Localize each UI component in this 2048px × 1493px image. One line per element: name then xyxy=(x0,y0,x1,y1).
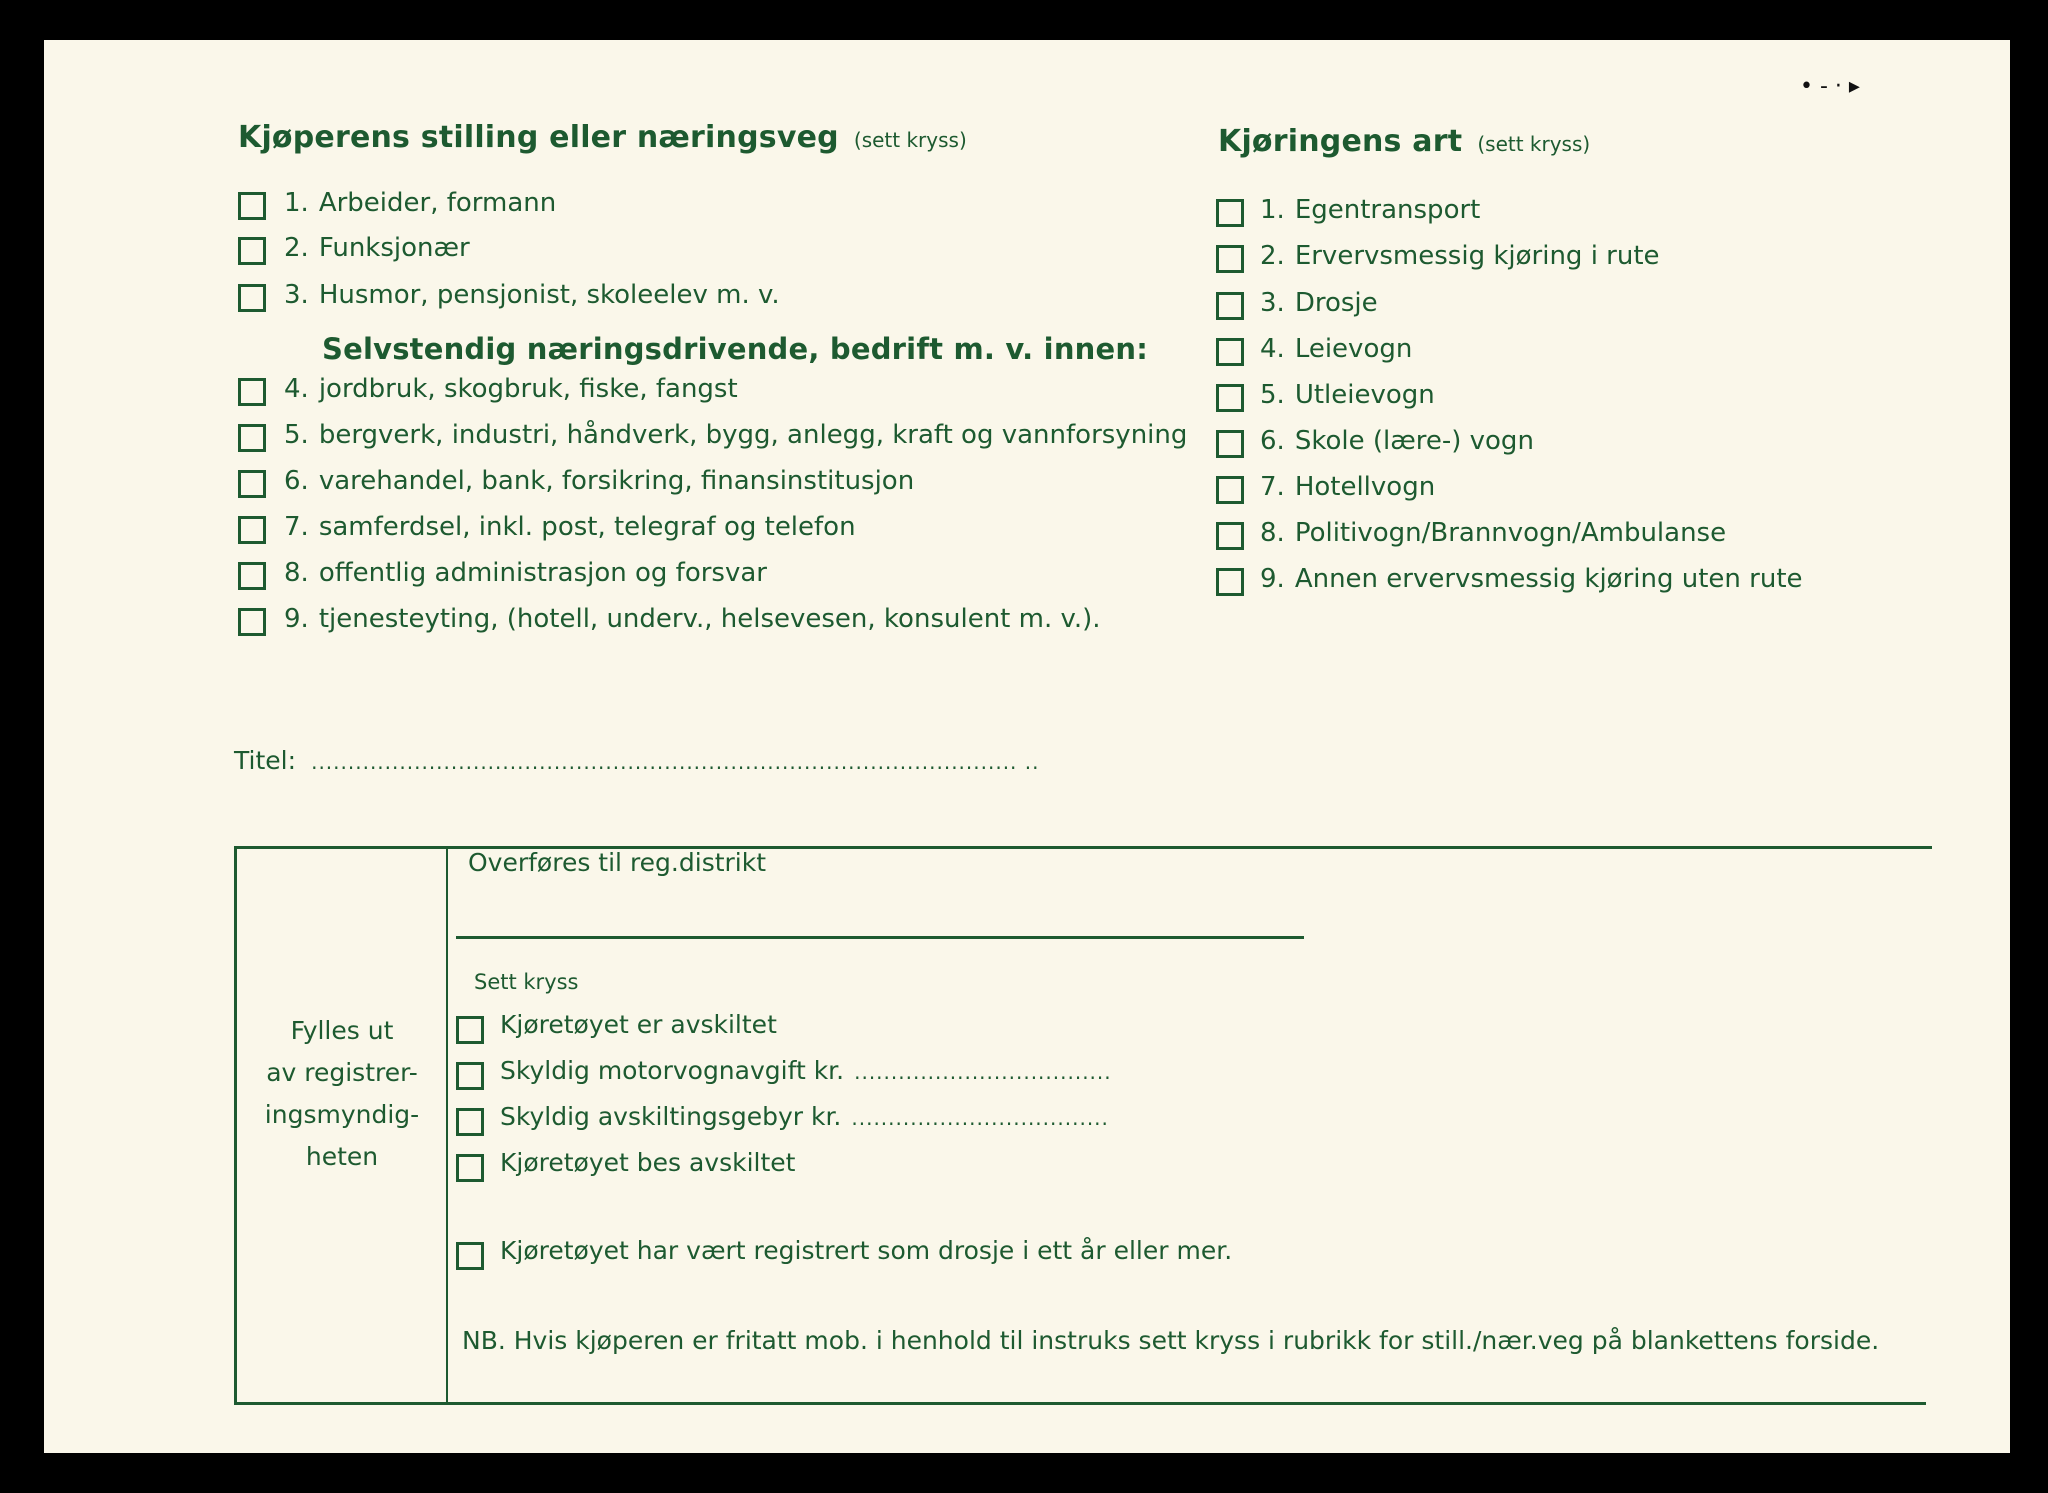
occupation-checkbox-9[interactable] xyxy=(238,608,266,636)
transfer-district-field[interactable] xyxy=(456,936,1304,939)
registry-side-label: Fylles ut av registrer- ingsmyndig- heten xyxy=(264,1016,420,1171)
box-bottom-border xyxy=(234,1402,1926,1405)
box-divider xyxy=(446,846,448,1404)
form-sheet xyxy=(44,40,2010,1453)
driving-type-checkbox-3[interactable] xyxy=(1216,292,1244,320)
occupation-checkbox-4[interactable] xyxy=(238,378,266,406)
driving-type-checkbox-2[interactable] xyxy=(1216,245,1244,273)
occupation-checkbox-1[interactable] xyxy=(238,192,266,220)
driving-type-item-1: 1. Egentransport xyxy=(1260,195,1481,225)
registry-item-1: Kjøretøyet er avskiltet xyxy=(500,1010,777,1039)
driving-type-item-6: 6. Skole (lære-) vogn xyxy=(1260,426,1534,456)
registry-item-2: Skyldig motorvognavgift kr. ................................... xyxy=(500,1056,1112,1085)
registry-checkbox-4[interactable] xyxy=(456,1154,484,1182)
driving-type-checkbox-4[interactable] xyxy=(1216,338,1244,366)
occupation-item-1: 1. Arbeider, formann xyxy=(284,188,557,218)
transfer-label: Overføres til reg.distrikt xyxy=(468,848,767,877)
driving-type-checkbox-5[interactable] xyxy=(1216,384,1244,412)
registry-checkbox-2[interactable] xyxy=(456,1062,484,1090)
occupation-item-2: 2. Funksjonær xyxy=(284,233,470,263)
driving-type-item-2: 2. Ervervsmessig kjøring i rute xyxy=(1260,241,1660,271)
corner-marks: • ‑ · ▸ xyxy=(1800,74,1860,99)
driving-type-item-9: 9. Annen ervervsmessig kjøring uten rute xyxy=(1260,564,1803,594)
occupation-checkbox-7[interactable] xyxy=(238,516,266,544)
occupation-item-5: 5. bergverk, industri, håndverk, bygg, anlegg, kraft og vannforsyning xyxy=(284,420,1188,450)
amount-field-2[interactable]: ................................... xyxy=(854,1060,1112,1084)
driving-type-item-8: 8. Politivogn/Brannvogn/Ambulanse xyxy=(1260,518,1727,548)
exemption-note: NB. Hvis kjøperen er fritatt mob. i henhold til instruks sett kryss i rubrikk for still./nær.veg på blankettens forside. xyxy=(462,1326,1880,1355)
occupation-checkbox-3[interactable] xyxy=(238,284,266,312)
occupation-item-9: 9. tjenesteyting, (hotell, underv., helsevesen, konsulent m. v.). xyxy=(284,604,1101,634)
registry-checkbox-1[interactable] xyxy=(456,1016,484,1044)
driving-type-checkbox-8[interactable] xyxy=(1216,522,1244,550)
occupation-checkbox-6[interactable] xyxy=(238,470,266,498)
occupation-checkbox-2[interactable] xyxy=(238,237,266,265)
left-section-hint: (sett kryss) xyxy=(853,128,967,152)
right-section-hint: (sett kryss) xyxy=(1477,132,1591,156)
occupation-item-6: 6. varehandel, bank, forsikring, finansinstitusjon xyxy=(284,466,915,496)
box-left-border xyxy=(234,846,237,1404)
check-hint: Sett kryss xyxy=(474,970,579,994)
titel-label: Titel: xyxy=(234,746,296,775)
left-section-header xyxy=(238,120,967,155)
right-section-title: Kjøringens art xyxy=(1218,124,1463,159)
driving-type-item-3: 3. Drosje xyxy=(1260,288,1378,318)
self-employed-subheading: Selvstendig næringsdrivende, bedrift m. v. innen: xyxy=(322,332,1149,366)
registry-checkbox-5[interactable] xyxy=(456,1242,484,1270)
titel-field[interactable]: ................................................................................................ .. xyxy=(311,750,1040,774)
driving-type-item-4: 4. Leievogn xyxy=(1260,334,1413,364)
registry-item-5: Kjøretøyet har vært registrert som drosje i ett år eller mer. xyxy=(500,1236,1233,1265)
titel-row xyxy=(234,746,1039,775)
driving-type-item-7: 7. Hotellvogn xyxy=(1260,472,1436,502)
occupation-item-3: 3. Husmor, pensjonist, skoleelev m. v. xyxy=(284,280,780,310)
driving-type-checkbox-7[interactable] xyxy=(1216,476,1244,504)
registry-item-3: Skyldig avskiltingsgebyr kr. ................................... xyxy=(500,1102,1109,1131)
occupation-checkbox-8[interactable] xyxy=(238,562,266,590)
left-section-title: Kjøperens stilling eller næringsveg xyxy=(238,120,839,155)
occupation-item-8: 8. offentlig administrasjon og forsvar xyxy=(284,558,767,588)
occupation-item-4: 4. jordbruk, skogbruk, fiske, fangst xyxy=(284,374,738,404)
registry-item-4: Kjøretøyet bes avskiltet xyxy=(500,1148,796,1177)
occupation-checkbox-5[interactable] xyxy=(238,424,266,452)
occupation-item-7: 7. samferdsel, inkl. post, telegraf og telefon xyxy=(284,512,856,542)
driving-type-checkbox-1[interactable] xyxy=(1216,199,1244,227)
driving-type-checkbox-6[interactable] xyxy=(1216,430,1244,458)
registry-checkbox-3[interactable] xyxy=(456,1108,484,1136)
driving-type-checkbox-9[interactable] xyxy=(1216,568,1244,596)
driving-type-item-5: 5. Utleievogn xyxy=(1260,380,1435,410)
amount-field-3[interactable]: ................................... xyxy=(851,1106,1109,1130)
right-section-header xyxy=(1218,124,1590,159)
